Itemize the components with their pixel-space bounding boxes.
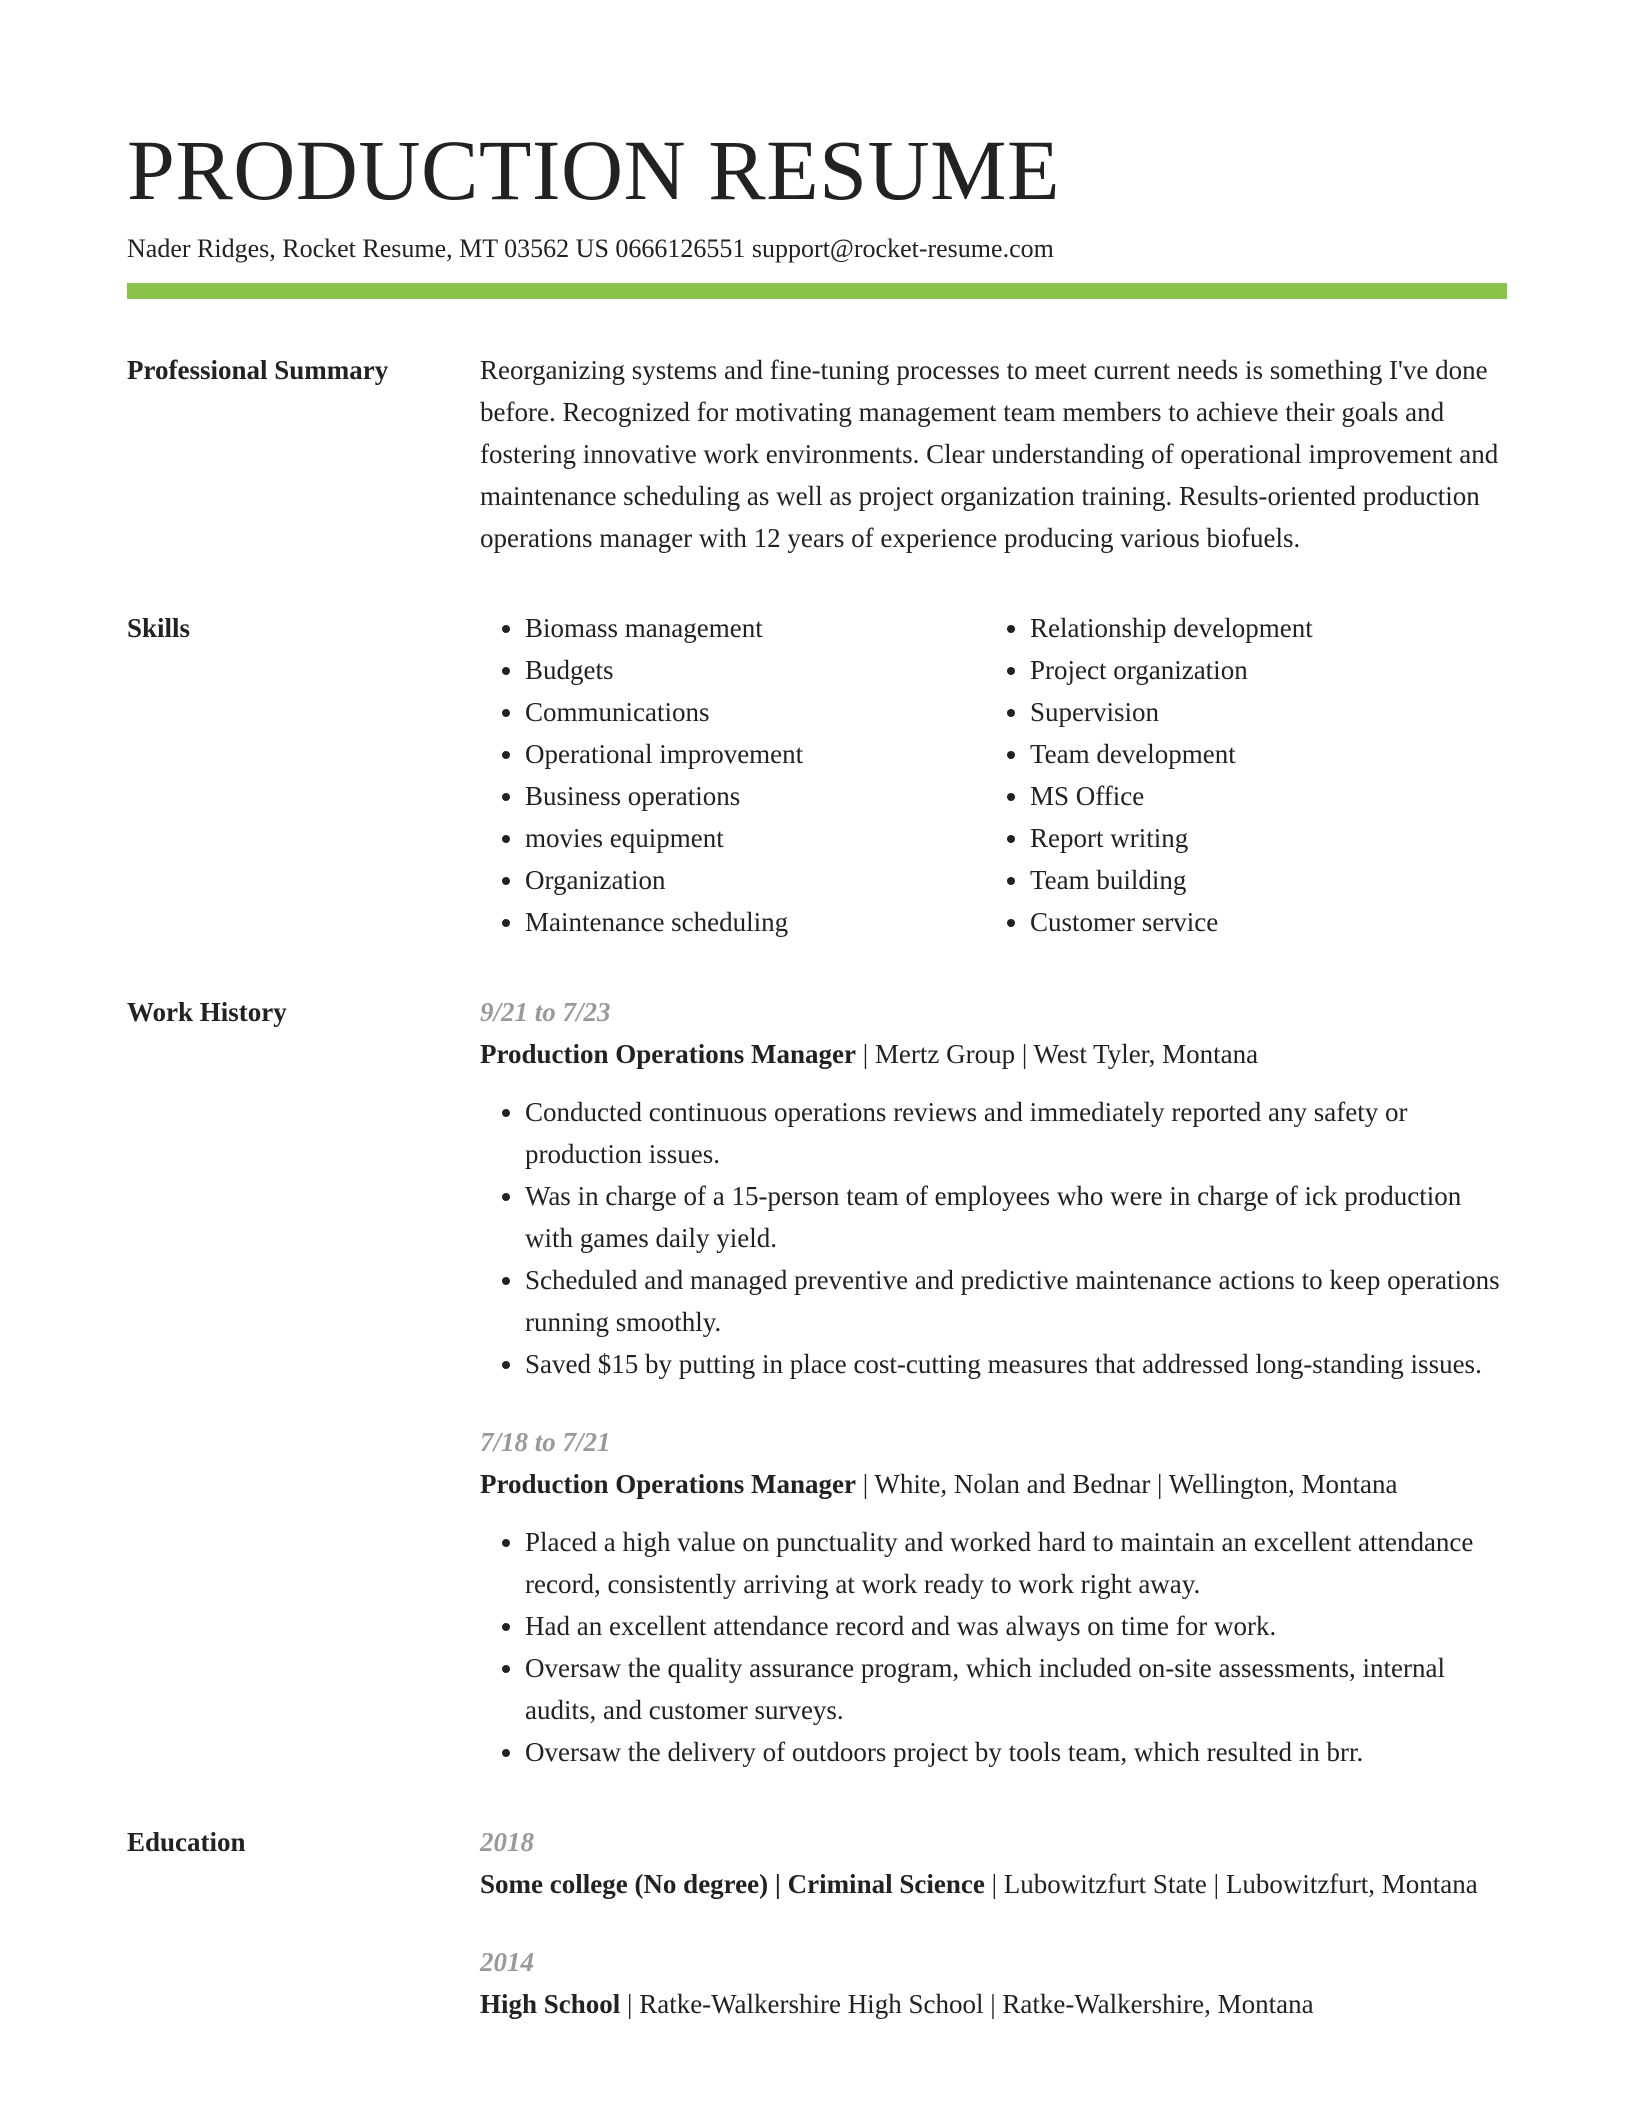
skill-item: • Team development: [1030, 733, 1490, 775]
section-content: [480, 1821, 1507, 2025]
section-label: Professional Summary: [127, 355, 389, 385]
section-content: [480, 349, 1507, 559]
bullet-item: • Saved $15 by putting in place cost-cutting measures that addressed long-standing issues.: [525, 1343, 1507, 1385]
entry-date: 7/18 to 7/21: [480, 1427, 611, 1457]
entry-date: 2014: [480, 1947, 534, 1977]
skill-item: • Organization: [525, 859, 985, 901]
section-professional-summary: [127, 349, 1507, 559]
skill-item: • movies equipment: [525, 817, 985, 859]
skills-list: [480, 607, 1507, 943]
bullet-item: • Was in charge of a 15-person team of employees who were in charge of ick production with games daily yield.: [525, 1175, 1507, 1259]
school-details: | Ratke-Walkershire High School | Ratke-Walkershire, Montana: [620, 1989, 1314, 2019]
bullet-item: • Conducted continuous operations reviews and immediately reported any safety or production issues.: [525, 1091, 1507, 1175]
contact-line: [127, 232, 1507, 266]
skill-item: • Project organization: [1030, 649, 1490, 691]
section-skills: [127, 607, 1507, 943]
bullet-item: • Scheduled and managed preventive and predictive maintenance actions to keep operations running smoothly.: [525, 1259, 1507, 1343]
header-divider: [127, 283, 1507, 299]
entry-heading: [480, 1863, 1507, 1905]
job-title: Production Operations Manager: [480, 1469, 856, 1499]
work-entry: [480, 991, 1507, 1385]
education-entry: [480, 1941, 1507, 2025]
job-title: Production Operations Manager: [480, 1039, 856, 1069]
skill-item: • Communications: [525, 691, 985, 733]
entry-heading: [480, 1033, 1507, 1075]
skill-item: • Business operations: [525, 775, 985, 817]
bullet-item: • Had an excellent attendance record and was always on time for work.: [525, 1605, 1507, 1647]
section-work-history: [127, 991, 1507, 1773]
bullet-item: • Placed a high value on punctuality and worked hard to maintain an excellent attendance record, consistently arriving at work ready to work right away.: [525, 1521, 1507, 1605]
school-details: | Lubowitzfurt State | Lubowitzfurt, Montana: [984, 1869, 1478, 1899]
entry-heading: [480, 1463, 1507, 1505]
section-education: [127, 1821, 1507, 2025]
skill-item: • Customer service: [1030, 901, 1490, 943]
skill-item: • Supervision: [1030, 691, 1490, 733]
skill-item: • Biomass management: [525, 607, 985, 649]
skill-item: • MS Office: [1030, 775, 1490, 817]
education-entry: [480, 1821, 1507, 1905]
skill-item: • Budgets: [525, 649, 985, 691]
entry-date: 2018: [480, 1827, 534, 1857]
skills-column-right: [985, 607, 1490, 943]
skills-column-left: [480, 607, 985, 943]
skill-item: • Team building: [1030, 859, 1490, 901]
address: Nader Ridges, Rocket Resume, MT 03562 US: [127, 234, 609, 263]
bullet-item: • Oversaw the delivery of outdoors project by tools team, which resulted in brr.: [525, 1731, 1507, 1773]
entry-heading: [480, 1983, 1507, 2025]
skill-item: • Operational improvement: [525, 733, 985, 775]
entry-bullets: [480, 1091, 1507, 1385]
section-label: Education: [127, 1827, 246, 1857]
work-entry: [480, 1421, 1507, 1773]
entry-date: 9/21 to 7/23: [480, 997, 611, 1027]
email: support@rocket-resume.com: [751, 234, 1054, 263]
degree-title: High School: [480, 1989, 621, 2019]
section-content: [480, 991, 1507, 1773]
skill-item: • Maintenance scheduling: [525, 901, 985, 943]
entry-bullets: [480, 1521, 1507, 1773]
phone: 0666126551: [615, 234, 746, 263]
employer-details: | Mertz Group | West Tyler, Montana: [855, 1039, 1259, 1069]
skill-item: • Report writing: [1030, 817, 1490, 859]
employer-details: | White, Nolan and Bednar | Wellington, Montana: [855, 1469, 1398, 1499]
section-label: Skills: [127, 613, 191, 643]
summary-text: Reorganizing systems and fine-tuning processes to meet current needs is something I've done before. Recognized for motivating management team members to achieve their goals and fostering innovative work environments. Clear understanding of operational improvement and maintenance scheduling as well as project organization training. Results-oriented production operations manager with 12 years of experience producing various biofuels.: [480, 355, 1499, 553]
resume-title: PRODUCTION RESUME: [127, 122, 1061, 218]
resume-page: [127, 120, 1507, 2025]
section-label: Work History: [127, 997, 287, 1027]
skill-item: • Relationship development: [1030, 607, 1490, 649]
bullet-item: • Oversaw the quality assurance program, which included on-site assessments, internal audits, and customer surveys.: [525, 1647, 1507, 1731]
degree-title: Some college (No degree) | Criminal Science: [480, 1869, 985, 1899]
